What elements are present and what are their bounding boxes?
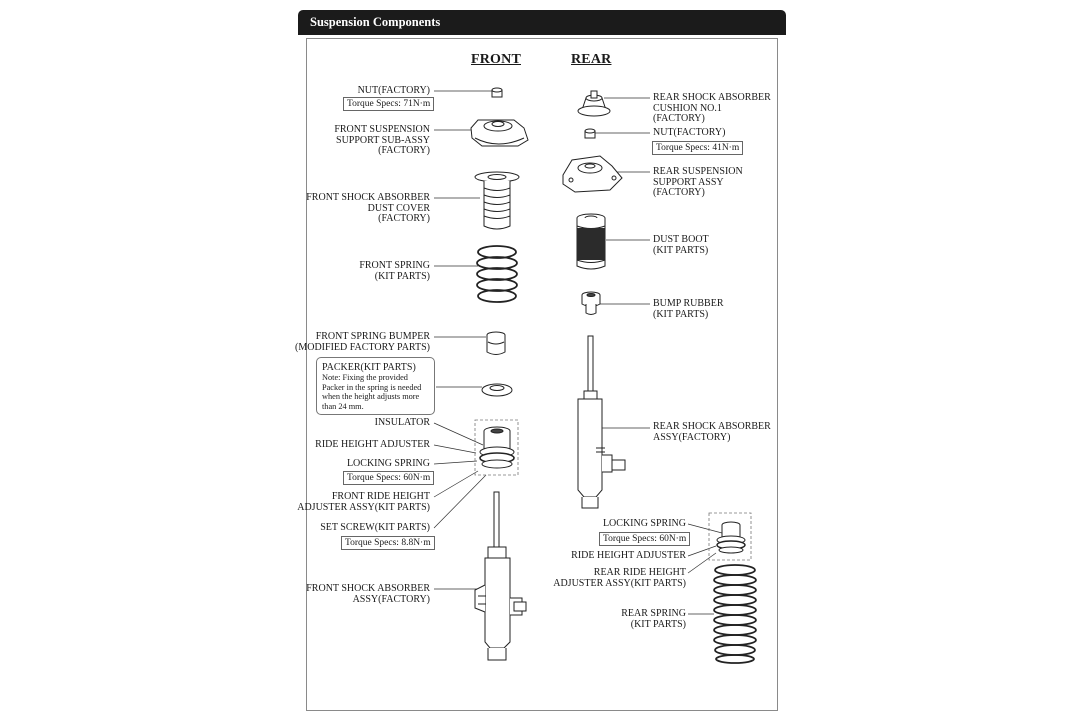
front-column-title: FRONT — [471, 52, 521, 67]
bump-rubber — [582, 292, 600, 315]
front-adjuster-assy-label: FRONT RIDE HEIGHT ADJUSTER ASSY(KIT PARTS) — [297, 491, 430, 513]
rear-support — [563, 156, 622, 192]
front-nut — [492, 88, 502, 97]
front-adjuster-assy — [480, 427, 514, 468]
set-screw-torque: Torque Specs: 8.8N·m — [341, 536, 435, 550]
dust-boot — [577, 214, 605, 269]
rear-nut — [585, 129, 595, 138]
packer — [482, 384, 512, 396]
rear-nut-label: NUT(FACTORY) — [653, 127, 726, 138]
rear-adjuster-assy — [717, 522, 745, 553]
front-shock-assy-label: FRONT SHOCK ABSORBER ASSY(FACTORY) — [306, 583, 430, 605]
front-nut-torque: Torque Specs: 71N·m — [343, 97, 434, 111]
front-dust-cover — [475, 172, 519, 229]
front-locking-spring-label: LOCKING SPRING — [346, 458, 430, 469]
front-dust-cover-label: FRONT SHOCK ABSORBER DUST COVER (FACTORY) — [306, 192, 430, 225]
front-shock-absorber — [475, 492, 526, 660]
packer-note-text: Note: Fixing the provided Packer in the spring is needed when the height adjusts more than 24 mm. — [322, 373, 422, 411]
rear-locking-spring-label: LOCKING SPRING — [602, 518, 686, 529]
front-spring-bumper-label: FRONT SPRING BUMPER (MODIFIED FACTORY PARTS) — [295, 331, 430, 353]
dust-boot-label: DUST BOOT (KIT PARTS) — [653, 234, 709, 256]
front-spring-bumper — [487, 332, 505, 355]
front-support-label: FRONT SUSPENSION SUPPORT SUB-ASSY (FACTORY) — [334, 124, 430, 157]
rear-spring-label: REAR SPRING (KIT PARTS) — [621, 608, 686, 630]
bump-rubber-label: BUMP RUBBER (KIT PARTS) — [653, 298, 724, 320]
rear-cushion-label: REAR SHOCK ABSORBER CUSHION NO.1 (FACTORY) — [653, 92, 771, 125]
insulator-label: INSULATOR — [374, 417, 430, 428]
rear-ride-height-adjuster-label: RIDE HEIGHT ADJUSTER — [571, 550, 686, 561]
front-support — [471, 120, 528, 146]
set-screw-label: SET SCREW(KIT PARTS) — [320, 522, 430, 533]
rear-cushion — [578, 91, 610, 116]
front-nut-label: NUT(FACTORY) — [357, 85, 430, 96]
front-ride-height-adjuster-label: RIDE HEIGHT ADJUSTER — [315, 439, 430, 450]
rear-shock-assy-label: REAR SHOCK ABSORBER ASSY(FACTORY) — [653, 421, 771, 443]
rear-column-title: REAR — [571, 52, 612, 67]
rear-support-label: REAR SUSPENSION SUPPORT ASSY (FACTORY) — [653, 166, 743, 199]
front-spring — [477, 246, 517, 302]
section-header: Suspension Components — [298, 10, 786, 35]
front-spring-label: FRONT SPRING (KIT PARTS) — [359, 260, 430, 282]
packer-title: PACKER(KIT PARTS) — [322, 362, 416, 373]
front-locking-torque: Torque Specs: 60N·m — [343, 471, 434, 485]
rear-adjuster-assy-label: REAR RIDE HEIGHT ADJUSTER ASSY(KIT PARTS) — [553, 567, 686, 589]
rear-locking-torque: Torque Specs: 60N·m — [599, 532, 690, 546]
rear-spring — [714, 565, 756, 663]
rear-nut-torque: Torque Specs: 41N·m — [652, 141, 743, 155]
rear-shock-absorber — [578, 336, 625, 508]
